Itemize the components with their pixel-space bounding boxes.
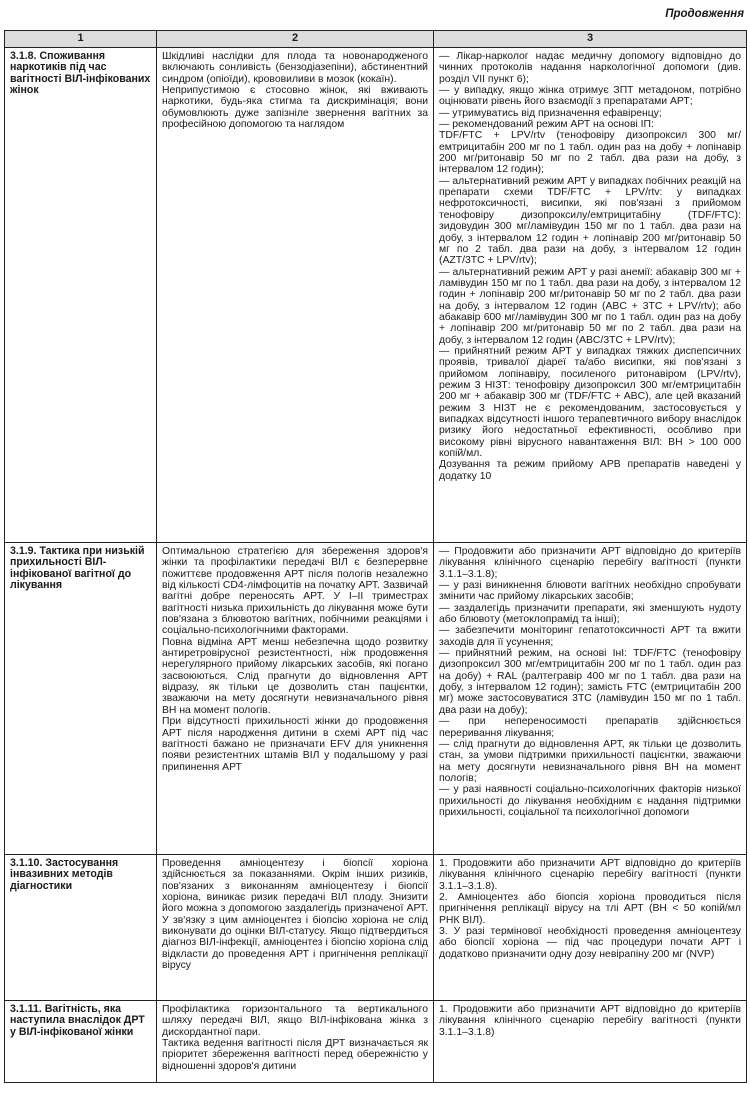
- paragraph: Тактика ведення вагітності після ДРТ визначається як пріоритет збереження вагітності перед обережністю у відношенні здоров'я дитини: [162, 1038, 428, 1072]
- list-item: — у разі виникнення блювоти вагітних необхідно спробувати змінити час прийому лікарських засобів;: [439, 580, 741, 603]
- row-recommendations: [434, 543, 747, 855]
- list-item: 2. Амніоцентез або біопсія хоріона проводиться після пригнічення реплікації вірусу на тлі АРТ (ВН < 50 копій/мл РНК ВІЛ).: [439, 892, 741, 926]
- row-title: 3.1.8. Споживання наркотиків під час вагітності ВІЛ-інфікованих жінок: [5, 48, 157, 543]
- row-title: 3.1.9. Тактика при низькій прихильності ВІЛ-інфікованої вагітної до лікування: [5, 543, 157, 855]
- row-description: [157, 48, 434, 543]
- list-item: — у випадку, якщо жінка отримує ЗПТ метадоном, потрібно оцінювати рівень його взаємодії з препаратами АРТ;: [439, 85, 741, 108]
- row-recommendations: [434, 1001, 747, 1083]
- list-item: TDF/FTC + LPV/rtv (тенофовіру дизопроксил 300 мг/емтрицитабін 200 мг по 1 табл. один раз на добу + лопінавір 200 мг/ритонавір 50 мг по 2 табл. два рази на добу, з інтервалом 12 годин);: [439, 130, 741, 176]
- paragraph: Оптимальною стратегією для збереження здоров'я жінки та профілактики передачі ВІЛ є безперервне пожиттєве продовження АРТ після пологів незалежно від кількості CD4-лімфоцитів на початку АРТ. Зазвичай вагітні добре переносять АРТ. У I–II триместрах вагітності низька прихильність до лікування може бути пов'язана з блювотою вагітних, побічними реакціями і соціально-психологічними факторами.: [162, 546, 428, 637]
- list-item: 3. У разі термінової необхідності проведення амніоцентезу або біопсії хоріона — під час процедури почати АРТ і додатково призначити одну дозу невірапіну 200 мг (NVP): [439, 926, 741, 960]
- list-item: — прийнятний режим, на основі ІнІ: TDF/FTC (тенофовіру дизопроксил 300 мг/емтрицитабін 200 мг по 1 табл. один раз на добу) + RAL (ралтегравір 400 мг по 1 табл. два рази на добу, з інтервалом 12 годин); замість FTC (емтрицитабін 200 мг) може застосовуватися 3TC (ламівудин 150 мг по 1 табл. два рази на добу);: [439, 648, 741, 716]
- table-row: [5, 855, 747, 1001]
- table-row: [5, 48, 747, 543]
- list-item: 1. Продовжити або призначити АРТ відповідно до критеріїв лікування клінічного сценарію перебігу вагітності (пункти 3.1.1–3.1.8).: [439, 858, 741, 892]
- list-item: — альтернативний режим АРТ у разі анемії: абакавір 300 мг + ламівудин 150 мг по 1 табл. два рази на добу, з інтервалом 12 годин + лопінавір 200 мг/ритонавір 50 мг по 2 табл. два рази на добу, з інтервалом 12 годин (ABC + 3TC + LPV/rtv); або абакавір 600 мг/ламівудин 300 мг по 1 табл. один раз на добу + лопінавір 200 мг/ритонавір 50 мг по 2 табл. два рази на добу, з інтервалом 12 годин (ABC/3TC + LPV/rtv);: [439, 266, 741, 346]
- list-item: — утримуватись від призначення ефавіренцу;: [439, 107, 662, 119]
- row-recommendations: [434, 48, 747, 543]
- list-item: — заздалегідь призначити препарати, які зменшують нудоту або блювоту (метоклопрамід та інші);: [439, 602, 741, 626]
- list-item: — Лікар-нарколог надає медичну допомогу відповідно до чинних протоколів надання наркологічної допомоги (див. розділ VII пункт 6);: [439, 51, 741, 85]
- protocol-table: [4, 30, 747, 1083]
- list-item: — слід прагнути до відновлення АРТ, як тільки це дозволить стан, за умови підтримки прихильності пацієнтки, зважаючи на мету досягнути невизначального рівня ВН на момент пологів;: [439, 738, 741, 784]
- list-item: — при непереносимості препаратів здійснюється переривання лікування;: [439, 716, 741, 739]
- list-item: — забезпечити моніторинг гепатотоксичності АРТ та вжити заходів для її усунення;: [439, 625, 741, 648]
- paragraph: Неприпустимою є стосовно жінок, які вживають наркотики, будь-яка стигма та дискримінація; вони обумовлюють дуже запізніле звернення вагітних за професійною допомогою та наглядом: [162, 85, 428, 131]
- header-col-3: 3: [434, 31, 747, 48]
- table-header-row: [5, 31, 747, 48]
- row-description: [157, 1001, 434, 1083]
- table-row: [5, 543, 747, 855]
- list-item: — у разі наявності соціально-психологічних факторів низької прихильності до лікування необхідним є надання підтримки прихильності, соціальної та психологічної допомоги: [439, 784, 741, 818]
- list-item: — Продовжити або призначити АРТ відповідно до критеріїв лікування клінічного сценарію перебігу вагітності (пункти 3.1.1–3.1.8);: [439, 546, 741, 580]
- list-item: — альтернативний режим АРТ у випадках побічних реакцій на препарати схеми TDF/FTC + LPV/rtv: у випадках нефротоксичності, висипки, які пов'язані з прийомом тенофовіру дизопроксилу/емтрицитабіну (TDF/FTC): зидовудин 300 мг/ламівудин 150 мг по 1 табл. два рази на добу, з інтервалом 12 годин + лопінавір 200 мг/ритонавір 50 мг по 2 табл. два рази на добу, з інтервалом 12 годин (AZT/3TC + LPV/rtv);: [439, 175, 741, 267]
- paragraph: Шкідливі наслідки для плода та новонародженого включають сонливість (бензодіазепіни), абстинентний синдром (опіоїди), крововиливи в мозок (кокаїн).: [162, 51, 428, 85]
- paragraph: Профілактика горизонтального та вертикального шляху передачі ВІЛ, якщо ВІЛ-інфікована жінка з дискордантної пари.: [162, 1004, 428, 1038]
- row-description: [157, 543, 434, 855]
- table-row: [5, 1001, 747, 1083]
- row-title: 3.1.10. Застосування інвазивних методів діагностики: [5, 855, 157, 1001]
- list-item: — прийнятний режим АРТ у випадках тяжких диспепсичних проявів, тривалої діареї та/або висипки, які пов'язані з прийомом лопінавіру, посиленого ритонавіром (LPV/rtv), режим 3 НІЗТ: тенофовіру дизопроксил 300 мг/емтрицитабін 200 мг + абакавір 300 мг (TDF/FTC + ABC), але цей вказаний режим 3 НІЗТ не є рекомендованим, застосовується у випадках відсутності іншого терапевтичного вибору внаслідок ризику його недостатньої ефективності, особливо при високому рівні вірусного навантаження ВІЛ: ВН > 100 000 копій/мл.: [439, 345, 741, 460]
- list-item: — рекомендований режим АРТ на основі ІП:: [439, 119, 654, 131]
- paragraph: При відсутності прихильності жінки до продовження АРТ після народження дитини в схемі АРТ під час вагітності бажано не призначати EFV для уникнення появи резистентних штамів ВІЛ у подальшому у разі припинення АРТ: [162, 716, 428, 773]
- row-description: [157, 855, 434, 1001]
- paragraph: Повна відміна АРТ менш небезпечна щодо розвитку антиретровірусної резистентності, ніж продовження нерегулярного прийому лікарських засобів, які погано засвоюються. Слід прагнути до відновлення АРТ відразу, як тільки це дозволить стан пацієнтки, зважаючи на мету досягнути невизначального рівня ВН на момент пологів.: [162, 636, 428, 716]
- row-title: 3.1.11. Вагітність, яка наступила внаслідок ДРТ у ВІЛ-інфікованої жінки: [5, 1001, 157, 1083]
- header-col-2: 2: [157, 31, 434, 48]
- continuation-label: Продовження: [665, 8, 744, 20]
- list-item: 1. Продовжити або призначити АРТ відповідно до критеріїв лікування клінічного сценарію перебігу вагітності (пункти 3.1.1–3.1.8): [439, 1004, 741, 1038]
- row-recommendations: [434, 855, 747, 1001]
- paragraph: Проведення амніоцентезу і біопсії хоріона здійснюється за показаннями. Окрім інших ризиків, пов'язаних з виконанням амніоцентезу і біопсії хоріона, виникає ризик передачі ВІЛ плоду. Знизити його можна з допомогою заздалегідь призначеної АРТ. У зв'язку з цим амніоцентез і біопсію хоріона не слід виконувати до оцінки ВІЛ-статусу. Якщо підтвердиться діагноз ВІЛ-інфекції, амніоцентез і біопсію хоріона слід відкласти до проведення АРТ і пригнічення реплікації вірусу: [162, 858, 428, 972]
- header-col-1: 1: [5, 31, 157, 48]
- list-item: Дозування та режим прийому АРВ препаратів наведені у додатку 10: [439, 459, 741, 482]
